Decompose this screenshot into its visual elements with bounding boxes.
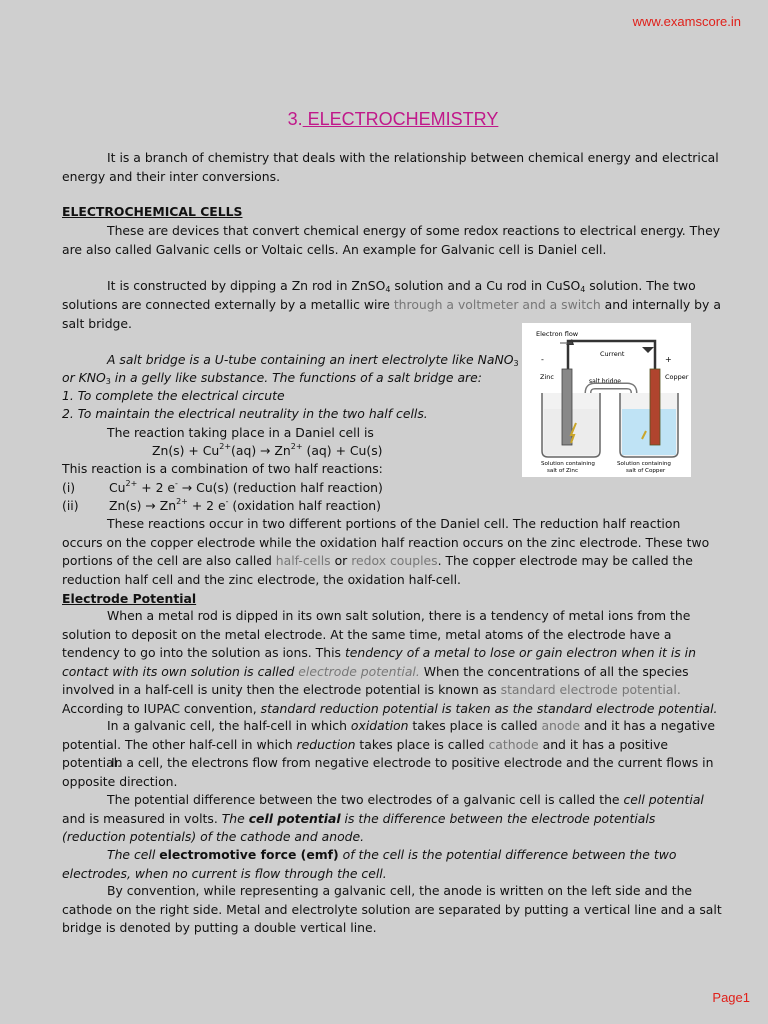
daniel-reaction: $Zn(s) + Cu^{2+}(aq) \to Zn^{2+}$ (aq) + Cu(s) xyxy=(152,442,383,458)
half-reactions-intro: This reaction is a combination of two half reactions: xyxy=(62,461,383,476)
cells-paragraph-2: It is constructed by dipping a Zn rod in ZnSO4 solution and a Cu rod in CuSO4 solution. The two solutions are connected externally by a metallic wire through a voltmeter and a switch and internally by a salt bridge. xyxy=(62,278,721,331)
page-number: Page1 xyxy=(712,990,750,1005)
site-url[interactable]: www.examscore.in xyxy=(632,14,741,29)
half-reaction-2: (ii) $Zn(s) \to Zn^{2+} + 2$ e- (oxidation half reaction) xyxy=(62,497,381,513)
figure-label-copper: Copper xyxy=(665,373,689,381)
figure-label-plus: + xyxy=(665,355,672,364)
electrode-potential-paragraph: When a metal rod is dipped in its own salt solution, there is a tendency of metal ions from the solution to deposit on the metal electrode. At the same time, metal atoms of the electrode have a tendency to go into the solution as ions. This tendency of a metal to lose or gain electron when it is in contact with its own solution is called electrode potential. When the concentrations of all the species involved in a half-cell is unity then the electrode potential is known as standard electrode potential. According to IUPAC convention, standard reduction potential is taken as the standard electrode potential. xyxy=(62,608,718,716)
intro-paragraph: It is a branch of chemistry that deals with the relationship between chemical energy and electrical energy and their inter conversions. xyxy=(62,150,719,184)
cell-potential-paragraph: The potential difference between the two electrodes of a galvanic cell is called the cell potential and is measured in volts. The cell potential is the difference between the electrode potentials (reduction potentials) of the cathode and anode. xyxy=(62,792,704,844)
figure-label-salt-bridge: salt bridge xyxy=(589,378,621,385)
half-reaction-1: (i) $Cu^{2+} + 2$ e- → Cu(s) (reduction half reaction) xyxy=(62,479,383,495)
figure-caption-right-1: Solution containing xyxy=(617,461,671,467)
portions-paragraph: These reactions occur in two different portions of the Daniel cell. The reduction half reaction occurs on the copper electrode while the oxidation half reaction occurs on the zinc electrode. These two portions of the cell are also called half-cells or redox couples. The copper electrode may be called the reduction half cell and the zinc electrode, the oxidation half-cell. xyxy=(62,516,710,587)
electrode-potential-heading: Electrode Potential xyxy=(62,591,197,606)
cells-heading: ELECTROCHEMICAL CELLS xyxy=(62,204,243,219)
saltbridge-function-2: 2. To maintain the electrical neutrality in the two half cells. xyxy=(62,406,428,421)
figure-caption-right-2: salt of Copper xyxy=(626,468,666,474)
daniel-cell-figure xyxy=(522,323,691,477)
saltbridge-line-1: A salt bridge is a U-tube containing an inert electrolyte like NaNO3 xyxy=(107,352,519,368)
figure-label-zinc: Zinc xyxy=(540,373,554,381)
page-title: 3. ELECTROCHEMISTRY xyxy=(287,109,499,129)
cells-paragraph-1: These are devices that convert chemical energy of some redox reactions to electrical energy. They are also called Galvanic cells or Voltaic cells. An example for Galvanic cell is Daniel cell. xyxy=(62,223,721,257)
figure-label-minus: - xyxy=(541,355,544,364)
flow-paragraph: In a cell, the electrons flow from negative electrode to positive electrode and the current flows in opposite direction. xyxy=(62,755,714,789)
figure-caption-left-1: Solution containing xyxy=(541,461,595,467)
figure-label-electron-flow: Electron flow xyxy=(536,330,579,338)
figure-label-current: Current xyxy=(600,350,625,358)
saltbridge-line-2: or KNO3 in a gelly like substance. The functions of a salt bridge are: xyxy=(62,370,482,386)
figure-caption-left-2: salt of Zinc xyxy=(547,468,579,474)
emf-paragraph: The cell electromotive force (emf) of the cell is the potential difference between the two electrodes, when no current is flow through the cell. xyxy=(62,847,677,881)
convention-paragraph: By convention, while representing a galvanic cell, the anode is written on the left side and the cathode on the right side. Metal and electrolyte solution are separated by putting a vertical line and a salt bridge is denoted by putting a double vertical line. xyxy=(62,883,722,935)
galvanic-paragraph: In a galvanic cell, the half-cell in which oxidation takes place is called anode and it has a negative potential. The other half-cell in which reduction takes place is called cathode and it has a positive potential. xyxy=(62,718,715,770)
reaction-intro: The reaction taking place in a Daniel cell is xyxy=(107,425,374,440)
saltbridge-function-1: 1. To complete the electrical circute xyxy=(62,388,285,403)
